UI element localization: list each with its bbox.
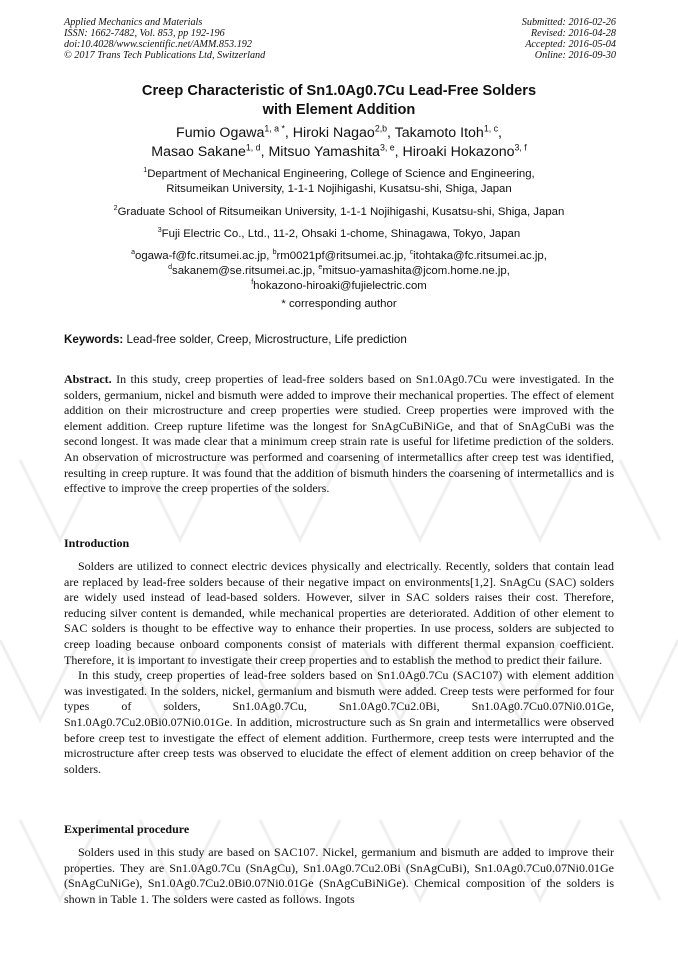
- authors-line-1: Fumio Ogawa$^{1, a *}$, Hiroki Nagao$^{2,b}$, Takamoto Itoh$^{1, c}$,: [176, 123, 502, 141]
- emails-line-1: [0, 249, 678, 264]
- affiliation-text: Ritsumeikan University, 1-1-1 Nojihigashi, Kusatsu-shi, Shiga, Japan: [166, 183, 512, 195]
- title-line-2: with Element Addition: [262, 102, 416, 118]
- email-link[interactable]: itohtaka@fc.ritsumei.ac.jp,: [413, 250, 547, 262]
- intro-paragraph-1: Solders are utilized to connect electric devices physically and electrically. Recently, solders that contain lead are replaced by lead-free solders because of their negative impact on environments[1,2]. SnAgCu (SAC) solders are widely used instead of lead-based solders. However, silver in SAC solders raises their cost. Therefore, reducing silver content is demanded, while mechanical properties are deteriorated. Addition of other element to SAC solders is thought to be effective way to enhance their properties. In use process, solders are subjected to creep loading because onboard components consist of materials with different thermal expansion coefficient. Therefore, it is important to investigate their creep properties and to establish the method to predict their failure.: [64, 559, 614, 667]
- affiliation-sup: 2: [113, 205, 118, 213]
- keywords-label: Keywords:: [64, 333, 124, 346]
- authors-line-2: Masao Sakane$^{1, d}$, Mitsuo Yamashita$^{3, e}$, Hiroaki Hokazono$^{3, f}$: [151, 142, 527, 160]
- affiliation-3: [0, 227, 678, 242]
- email-sup: e: [318, 264, 323, 272]
- experimental-heading: Experimental procedure: [64, 822, 190, 836]
- author-name: Masao Sakane: [151, 144, 246, 160]
- email-sup: b: [272, 249, 277, 257]
- date-accepted: Accepted: 2016-05-04: [525, 39, 616, 50]
- abstract-text: In this study, creep properties of lead-free solders based on Sn1.0Ag0.7Cu were investigated. In the solders, germanium, nickel and bismuth were added to improve their mechanical properties. The effect of element addition on their microstructure and creep properties were studied. Creep properties were improved with the element addition. Creep rupture lifetime was the longest for SnAgCuBiNiGe, and that of SnAgCuBi was the second longest. It was made clear that a minimum creep strain rate is useful for lifetime prediction of the solders. An observation of microstructure was performed and coarsening of intermetallics after creep test was identified, resulting in creep rupture. It was found that the addition of bismuth hinders the coarsening of intermetallics and is effective to improve the creep properties of the solders.: [64, 372, 614, 496]
- introduction-heading: Introduction: [64, 536, 130, 550]
- affiliation-1: [0, 167, 678, 197]
- affiliation-2: [0, 205, 678, 220]
- email-sup: d: [168, 264, 173, 272]
- author-name: Fumio Ogawa: [176, 125, 265, 141]
- affiliation-sup: 1: [143, 167, 148, 175]
- affiliation-text: Fuji Electric Co., Ltd., 11-2, Ohsaki 1-chome, Shinagawa, Tokyo, Japan: [161, 228, 521, 240]
- keywords-text: Lead-free solder, Creep, Microstructure, Life prediction: [123, 333, 407, 346]
- date-submitted: Submitted: 2016-02-26: [521, 17, 616, 28]
- email-link[interactable]: sakanem@se.ritsumei.ac.jp,: [172, 265, 319, 277]
- email-link[interactable]: mitsuo-yamashita@jcom.home.ne.jp,: [322, 265, 510, 277]
- affiliation-sup: 3: [157, 227, 162, 235]
- journal-info: [64, 17, 265, 61]
- email-sup: c: [409, 249, 414, 257]
- author-sup: 3, e: [379, 142, 395, 153]
- journal-copyright: © 2017 Trans Tech Publications Ltd, Switzerland: [64, 50, 266, 61]
- paper-title: [0, 82, 678, 120]
- emails-line-2: [0, 264, 678, 279]
- corresponding-author-note: * corresponding author: [281, 298, 397, 310]
- author-sup: 1, c: [483, 123, 498, 134]
- exp-paragraph-1: Solders used in this study are based on SAC107. Nickel, germanium and bismuth are added to improve their properties. They are Sn1.0Ag0.7Cu (SnAgCu), Sn1.0Ag0.7Cu2.0Bi (SnAgCuBi), Sn1.0Ag0.7Cu0.07Ni0.01Ge (SnAgCuNiGe), Sn1.0Ag0.7Cu2.0Bi0.07Ni0.01Ge (SnAgCuBiNiGe). Chemical composition of the solders is shown in Table 1. The solders were casted as follows. Ingots: [64, 845, 614, 906]
- journal-doi: doi:10.4028/www.scientific.net/AMM.853.192: [64, 39, 252, 50]
- author-list: [0, 124, 678, 162]
- email-sup: f: [251, 279, 254, 287]
- date-revised: Revised: 2016-04-28: [530, 28, 616, 39]
- affiliation-text: Department of Mechanical Engineering, College of Science and Engineering,: [147, 168, 535, 180]
- email-link[interactable]: hokazono-hiroaki@fujielectric.com: [253, 280, 427, 292]
- introduction-body: [64, 559, 614, 777]
- author-sup: 1, d: [245, 142, 261, 153]
- author-name: Hiroki Nagao: [292, 125, 375, 141]
- keywords: [64, 333, 407, 346]
- email-link[interactable]: ogawa-f@fc.ritsumei.ac.jp,: [135, 250, 273, 262]
- journal-name: Applied Mechanics and Materials: [64, 17, 203, 28]
- date-online: Online: 2016-09-30: [534, 50, 616, 61]
- affiliation-text: Graduate School of Ritsumeikan University, 1-1-1 Nojihigashi, Kusatsu-shi, Shiga, Japan: [117, 206, 565, 218]
- journal-issn: ISSN: 1662-7482, Vol. 853, pp 192-196: [64, 28, 225, 39]
- emails-line-3: [0, 279, 678, 294]
- email-sup: a: [131, 249, 136, 257]
- author-name: Hiroaki Hokazono: [402, 144, 515, 160]
- title-line-1: Creep Characteristic of Sn1.0Ag0.7Cu Lead-Free Solders: [141, 83, 537, 99]
- author-sup: 3, f: [514, 142, 527, 153]
- author-emails: [0, 249, 678, 294]
- author-name: Mitsuo Yamashita: [268, 144, 380, 160]
- author-sup: 1, a *: [264, 123, 285, 134]
- author-name: Takamoto Itoh: [394, 125, 484, 141]
- experimental-body: [64, 845, 614, 907]
- intro-paragraph-2: In this study, creep properties of lead-free solders based on Sn1.0Ag0.7Cu (SAC107) with element addition was investigated. In the solders, nickel, germanium and bismuth were added. Creep tests were performed for four types of solders, Sn1.0Ag0.7Cu, Sn1.0Ag0.7Cu2.0Bi, Sn1.0Ag0.7Cu0.07Ni0.01Ge, Sn1.0Ag0.7Cu2.0Bi0.07Ni0.01Ge. In addition, microstructure such as Sn grain and intermetallics were observed before creep test to investigate the effect of element addition. Furthermore, creep tests were interrupted and the microstructure after creep tests was observed to elucidate the effect of element addition on creep behavior of the solders.: [64, 668, 614, 776]
- abstract: [64, 372, 614, 497]
- abstract-label: Abstract.: [64, 372, 112, 386]
- author-sup: 2,b: [374, 123, 388, 134]
- email-link[interactable]: rm0021pf@ritsumei.ac.jp,: [276, 250, 410, 262]
- publication-dates: [522, 17, 616, 61]
